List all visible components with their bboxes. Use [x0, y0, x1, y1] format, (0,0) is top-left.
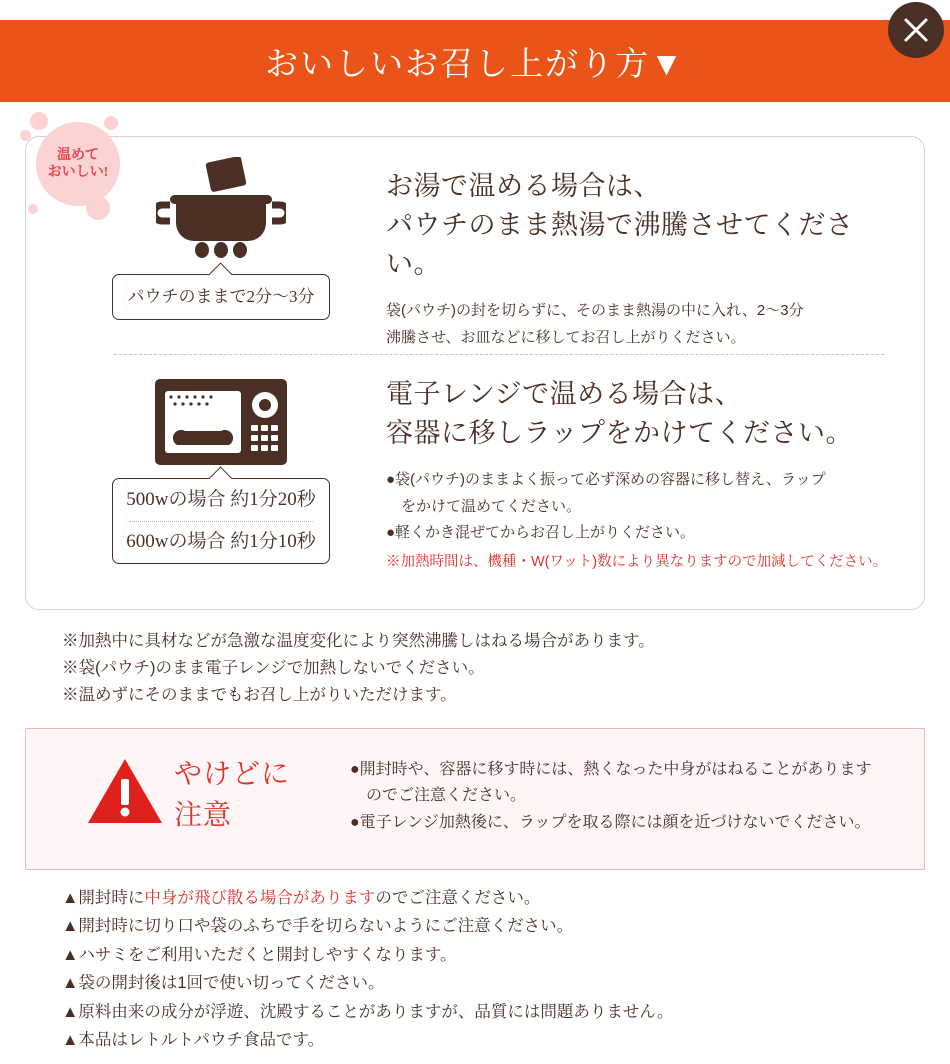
- warning-triangle-icon: [86, 757, 164, 827]
- microwave-icon-column: [96, 373, 346, 564]
- microwave-heading: [386, 375, 906, 453]
- microwave-bullet-1: ●袋(パウチ)のままよく振って必ず深めの容器に移し替え、ラップ: [386, 471, 826, 489]
- burn-warning-item-1-cont: のでご注意ください。: [350, 787, 527, 805]
- microwave-bullet-2: ●軽くかき混ぜてからお召し上がりください。: [386, 523, 696, 541]
- general-note-2: ※袋(パウチ)のまま電子レンジで加熱しないでください。: [62, 659, 485, 678]
- caution-item-1-pre: ▲開封時に: [62, 889, 145, 907]
- close-button[interactable]: [888, 2, 944, 58]
- microwave-bullet-1-cont: をかけて温めてください。: [386, 497, 582, 515]
- hot-water-time-callout: [112, 274, 330, 320]
- badge-circle: [36, 122, 120, 206]
- header-band: [0, 20, 950, 102]
- general-note-1: ※加熱中に具材などが急激な温度変化により突然沸騰しはねる場合があります。: [62, 632, 655, 650]
- burn-warning-items: [336, 757, 911, 836]
- instructions-card: [25, 136, 925, 610]
- burn-warning-title-line2: 注意: [174, 799, 233, 831]
- hot-water-text-column: [386, 167, 906, 351]
- caution-item-4: ▲袋の開封後は1回で使い切ってください。: [62, 974, 385, 993]
- caution-item-2: ▲開封時に切り口や袋のふちで手を切らないようにご注意ください。: [62, 917, 574, 936]
- callout-separator: [129, 521, 313, 522]
- hot-water-time-text: パウチのままで2分〜3分: [127, 287, 315, 306]
- hot-water-heading: [386, 167, 906, 284]
- burn-warning-title: [174, 755, 290, 836]
- section-divider: [114, 354, 884, 355]
- badge-line-2: おいしい!: [47, 165, 109, 180]
- badge-puff-1: [30, 112, 48, 130]
- microwave-bullets: [386, 467, 906, 546]
- microwave-note: ※加熱時間は、機種・W(ワット)数により異なりますので加減してください。: [386, 554, 888, 571]
- close-icon: [901, 15, 931, 45]
- burn-warning-item-2: ●電子レンジ加熱後に、ラップを取る際には顔を近づけないでください。: [350, 813, 871, 831]
- caution-item-6: ▲本品はレトルトパウチ食品です。: [62, 1030, 325, 1049]
- burn-warning-box: [25, 728, 925, 870]
- general-note-3: ※温めずにそのままでもお召し上がりいただけます。: [62, 686, 457, 705]
- microwave-heading-line1: 電子レンジで温める場合は、: [386, 379, 743, 409]
- caution-list: [62, 884, 942, 1054]
- hot-water-body: [386, 298, 906, 351]
- badge-puff-3: [104, 116, 118, 130]
- caution-item-3: ▲ハサミをご利用いただくと開封しやすくなります。: [62, 945, 457, 964]
- microwave-section: [26, 365, 926, 605]
- caution-item-5: ▲原料由来の成分が浮遊、沈殿することがありますが、品質には問題ありません。: [62, 1002, 674, 1021]
- caution-item-1: [62, 884, 942, 912]
- microwave-text-column: [386, 375, 906, 575]
- microwave-icon: [151, 373, 291, 473]
- microwave-time-callout: [112, 478, 330, 564]
- microwave-heading-line2: 容器に移しラップをかけてください。: [386, 418, 853, 449]
- pot-icon: [156, 157, 286, 269]
- hot-water-section: [26, 145, 926, 355]
- general-notes: [62, 628, 922, 710]
- microwave-time-500w: 500wの場合 約1分20秒: [126, 489, 316, 510]
- hot-water-heading-line1: お湯で温める場合は、: [386, 171, 661, 201]
- page-title: おいしいお召し上がり方▼: [265, 46, 685, 83]
- badge-line-1: 温めて: [57, 147, 99, 163]
- caution-item-1-highlight: 中身が飛び散る場合があります: [144, 889, 376, 907]
- warm-tasty-badge: [18, 108, 148, 228]
- burn-warning-title-line1: やけどに: [174, 759, 291, 790]
- badge-puff-5: [28, 204, 38, 214]
- microwave-time-600w: 600wの場合 約1分10秒: [126, 530, 316, 552]
- caution-item-1-post: のでご注意ください。: [375, 889, 541, 907]
- hot-water-body-line1: 袋(パウチ)の封を切らずに、そのまま熱湯の中に入れ、2〜3分: [386, 302, 804, 320]
- badge-puff-2: [20, 130, 31, 141]
- hot-water-body-line2: 沸騰させ、お皿などに移してお召し上がりください。: [386, 328, 746, 346]
- burn-warning-item-1: ●開封時や、容器に移す時には、熱くなった中身がはねることがあります: [350, 761, 872, 778]
- hot-water-heading-line2: パウチのまま熱湯で沸騰させてください。: [386, 210, 854, 280]
